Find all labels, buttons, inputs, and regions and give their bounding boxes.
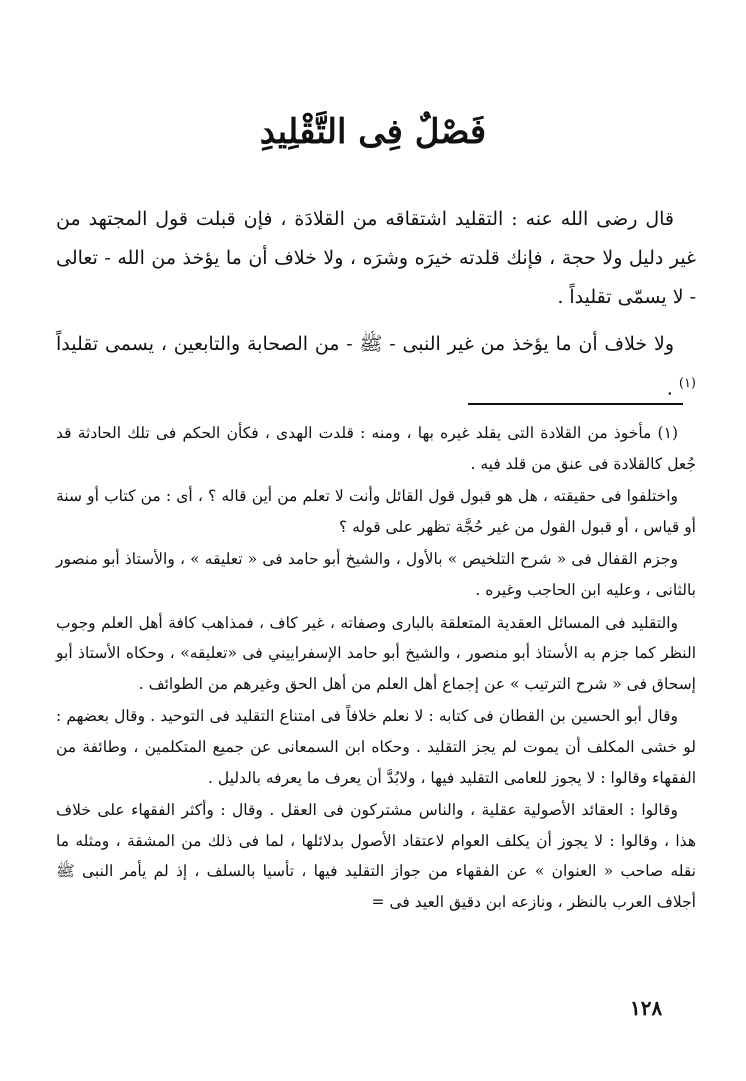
page-number: ١٢٨	[630, 996, 663, 1020]
footnote-paragraph: وقال أبو الحسين بن القطان فى كتابه : لا نعلم خلافاً فى امتناع التقليد فى التوحيد . وقال بعضهم : لو خشى المكلف أن يموت لم يجز التقليد . وحكاه ابن السمعانى عن جميع المتكلمين ، وطائفة من الفقهاء وقالوا : لا يجوز للعامى التقليد فيها ، ولابُدَّ أن يعرف ما يعرفه بالدليل .	[56, 707, 696, 787]
chapter-title: فَصْلٌ فِى التَّقْلِيدِ	[259, 112, 487, 152]
main-paragraph: قال رضى الله عنه : التقليد اشتقاقه من القلادَة ، فإن قبلت قول المجتهد من غير دليل ولا حجة ، فإنك قلدته خيرَه وشرَه ، ولا خلاف أن ما يؤخذ من الله - تعالى - لا يسمّى تقليداً .	[56, 208, 696, 308]
footnote-paragraph: (١) مأخوذ من القلادة التى يقلد غيره بها ، ومنه : قلدت الهدى ، فكأن الحكم فى تلك الحادثة قد جُعل كالقلادة فى عنق من قلد فيه .	[56, 424, 696, 473]
main-text	[56, 200, 696, 408]
footnote-reference: (١)	[678, 376, 696, 391]
footnotes	[56, 418, 696, 918]
footnote-paragraph: وجزم القفال فى « شرح التلخيص » بالأول ، والشيخ أبو حامد فى « تعليقه » ، والأستاذ أبو منصور بالثانى ، وعليه ابن الحاجب وغيره .	[56, 550, 696, 599]
main-paragraph-text: ولا خلاف أن ما يؤخذ من غير النبى - ﷺ - من الصحابة والتابعين ، يسمى تقليداً	[56, 333, 674, 355]
footnote-paragraph: واختلفوا فى حقيقته ، هل هو قبول قول القائل وأنت لا تعلم من أين قاله ؟ ، أى : من كتاب أو سنة أو قياس ، أو قبول القول من غير حُجَّة تظهر على قوله ؟	[56, 487, 696, 536]
footnote-paragraph: والتقليد فى المسائل العقدية المتعلقة بالبارى وصفاته ، غير كاف ، فمذاهب كافة أهل العلم وجوب النظر كما جزم به الأستاذ أبو منصور ، والشيخ أبو حامد الإسفراييني فى «تعليقه» ، وحكاه الأستاذ أبو إسحاق فى « شرح الترتيب » عن إجماع أهل العلم من أهل الحق وغيرهم من الطوائف .	[56, 613, 696, 693]
footnote-paragraph: وقالوا : العقائد الأصولية عقلية ، والناس مشتركون فى العقل . وقال : وأكثر الفقهاء على خلاف هذا ، وقالوا : لا يجوز أن يكلف العوام لاعتقاد الأصول بدلائلها ، لما فى ذلك من المشقة ، ومثله ما نقله صاحب « العنوان » عن الفقهاء من جواز التقليد فيها ، تأسيا بالسلف ، إذ لم يأمر النبى ﷺ أجلاف العرب بالنظر ، ونازعه ابن دقيق العيد فى =	[56, 801, 696, 911]
main-paragraph	[56, 325, 696, 408]
footnote-separator	[468, 403, 683, 405]
main-paragraph-end: .	[666, 377, 679, 400]
